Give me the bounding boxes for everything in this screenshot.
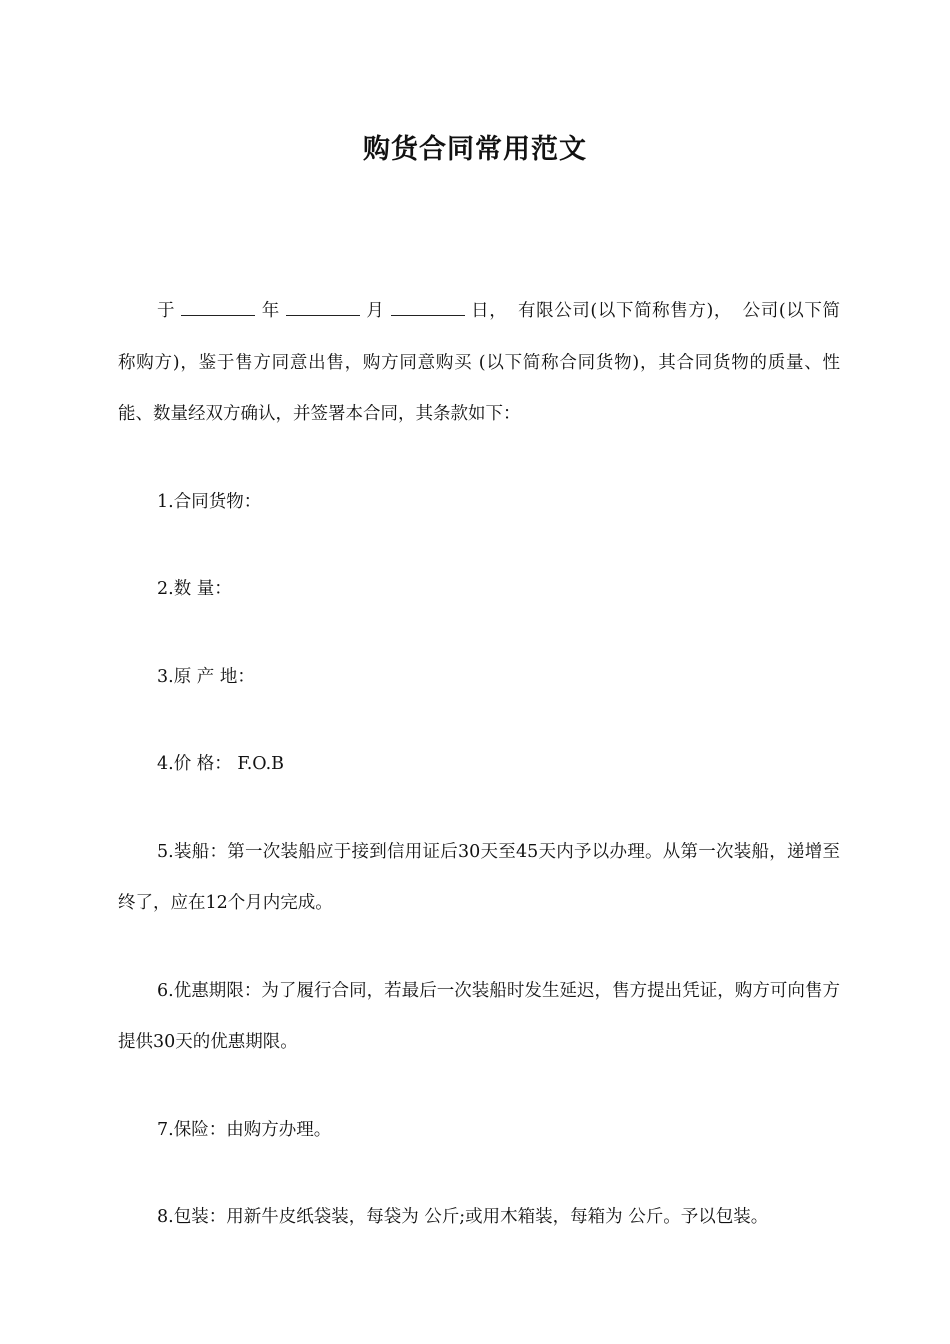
clause-5: 5.装船：第一次装船应于接到信用证后30天至45天内予以办理。从第一次装船，递增至终了，应在12个月内完成。: [118, 841, 840, 913]
document-title: 购货合同常用范文: [363, 134, 587, 165]
clause-4: 4.价 格： F.O.B: [157, 754, 285, 774]
day-label: 日，: [470, 301, 508, 321]
clause-1: 1.合同货物：: [157, 491, 262, 512]
month-blank: [286, 301, 360, 316]
document-body: [118, 286, 840, 1244]
clause-2: 2.数 量：: [157, 579, 232, 599]
clause-6: 6.优惠期限：为了履行合同，若最后一次装船时发生延迟，售方提出凭证，购方可向售方提供30天的优惠期限。: [118, 980, 840, 1052]
clause-7: 7.保险：由购方办理。: [157, 1119, 332, 1140]
clause-8: 8.包装：用新牛皮纸袋装，每袋为 公斤;或用木箱装，每箱为 公斤。予以包装。: [157, 1207, 769, 1227]
day-blank: [391, 301, 465, 316]
buyer-text: 公司(以下简称购方)，鉴于售方同意出售，购方同意购买 (以下简称合同货物)，其合同货物的质量、性能、数量经双方确认，并签署本合同，其条款如下：: [118, 301, 841, 424]
month-label: 月: [365, 301, 385, 321]
year-blank: [181, 301, 255, 316]
year-label: 年: [261, 301, 280, 321]
seller-text: 有限公司(以下简称售方)，: [517, 301, 733, 321]
intro-prefix: 于: [157, 301, 176, 321]
clause-3: 3.原 产 地：: [157, 666, 255, 687]
intro-paragraph: [118, 286, 840, 441]
